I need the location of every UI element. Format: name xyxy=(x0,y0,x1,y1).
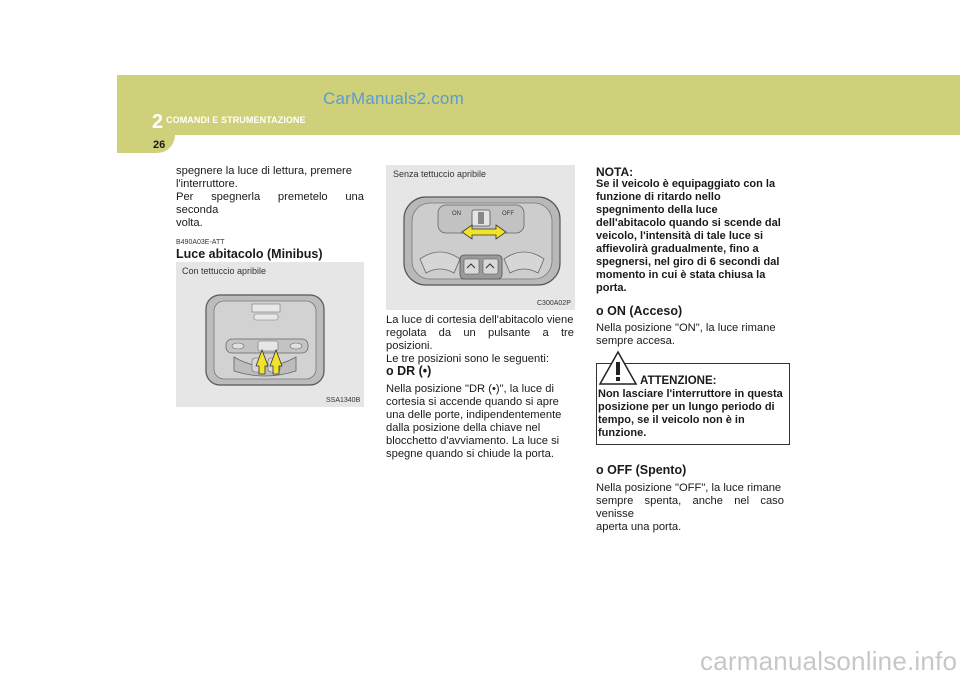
watermark-bottom[interactable]: carmanualsonline.info xyxy=(700,646,958,676)
text-line: veicolo, l'intensità di tale luce si xyxy=(596,230,764,242)
figure-code: C300A02P xyxy=(537,300,571,307)
text-line: Per spegnerla premetelo una seconda xyxy=(176,191,364,216)
dr-heading: o DR (•) xyxy=(386,364,432,378)
col3-on-text xyxy=(596,322,784,348)
warning-text xyxy=(598,388,786,440)
text-line: porta. xyxy=(596,282,627,294)
no-sunroof-lamp-illustration xyxy=(386,165,575,310)
text-line: spegnimento della luce xyxy=(596,204,718,216)
text-line: tempo, se il veicolo non è in xyxy=(598,414,745,426)
text-line: dell'abitacolo quando si scende dal xyxy=(596,217,781,229)
figure-caption: Senza tettuccio apribile xyxy=(393,169,487,179)
text-line: cortesia si accende quando si apre xyxy=(386,396,559,408)
text-line: l'interruttore. xyxy=(176,178,238,190)
text-line: posizione per un lungo periodo di xyxy=(598,401,775,413)
text-line: Nella posizione "ON", la luce rimane xyxy=(596,322,776,334)
figure-caption: Con tettuccio apribile xyxy=(182,266,267,276)
warning-title: ATTENZIONE: xyxy=(640,375,717,387)
sunroof-lamp-illustration xyxy=(176,262,364,407)
text-line: La luce di cortesia dell'abitacolo viene xyxy=(386,314,574,326)
text-line: funzione. xyxy=(598,427,647,439)
text-line: regolata da un pulsante a tre posizioni. xyxy=(386,327,574,352)
nota-text xyxy=(596,178,784,295)
col3-off-text xyxy=(596,482,784,534)
text-line: funzione di ritardo nello xyxy=(596,191,721,203)
text-line: Se il veicolo è equipaggiato con la xyxy=(596,178,776,190)
warning-triangle-icon xyxy=(598,350,638,386)
text-line: Non lasciare l'interruttore in questa xyxy=(598,388,783,400)
nota-title: NOTA: xyxy=(596,165,634,179)
chapter-number: 2 xyxy=(152,111,164,133)
figure-label-off: OFF xyxy=(502,211,514,217)
text-line: spegne quando si chiude la porta. xyxy=(386,448,554,460)
text-line: sempre accesa. xyxy=(596,335,675,347)
watermark-top[interactable]: CarManuals2.com xyxy=(323,89,464,108)
text-line: Le tre posizioni sono le seguenti: xyxy=(386,353,549,365)
text-line: momento in cui è stata chiusa la xyxy=(596,269,766,281)
text-line: affievolirà gradualmente, fino a xyxy=(596,243,759,255)
text-line: dalla posizione della chiave nel xyxy=(386,422,541,434)
text-line: una delle porte, indipendentemente xyxy=(386,409,562,421)
page-number: 26 xyxy=(153,139,166,151)
on-heading: o ON (Acceso) xyxy=(596,304,683,318)
text-line: spegnere la luce di lettura, premere xyxy=(176,165,352,177)
figure-label-on: ON xyxy=(452,211,461,217)
section-code: B490A03E-ATT xyxy=(176,239,225,246)
text-line: spegnersi, nel giro di 6 secondi dal xyxy=(596,256,780,268)
figure-code: SSA1340B xyxy=(326,397,361,404)
text-line: blocchetto d'avviamento. La luce si xyxy=(386,435,560,447)
off-heading: o OFF (Spento) xyxy=(596,463,687,477)
header-band xyxy=(117,75,960,135)
text-line: aperta una porta. xyxy=(596,521,682,533)
col2-dr-text xyxy=(386,383,574,461)
figure-sunroof-lamp xyxy=(176,262,364,407)
text-line: sempre spenta, anche nel caso venisse xyxy=(596,495,784,520)
col2-intro xyxy=(386,314,574,366)
col1-intro xyxy=(176,165,364,230)
chapter-title: COMANDI E STRUMENTAZIONE xyxy=(166,115,306,125)
text-line: Nella posizione "DR (•)", la luce di xyxy=(386,383,554,395)
section-title: Luce abitacolo (Minibus) xyxy=(176,247,323,261)
warning-icon xyxy=(598,350,638,391)
text-line: Nella posizione "OFF", la luce rimane xyxy=(596,482,782,494)
text-line: volta. xyxy=(176,217,203,229)
header-tab xyxy=(117,135,175,153)
figure-no-sunroof-lamp xyxy=(386,165,575,310)
